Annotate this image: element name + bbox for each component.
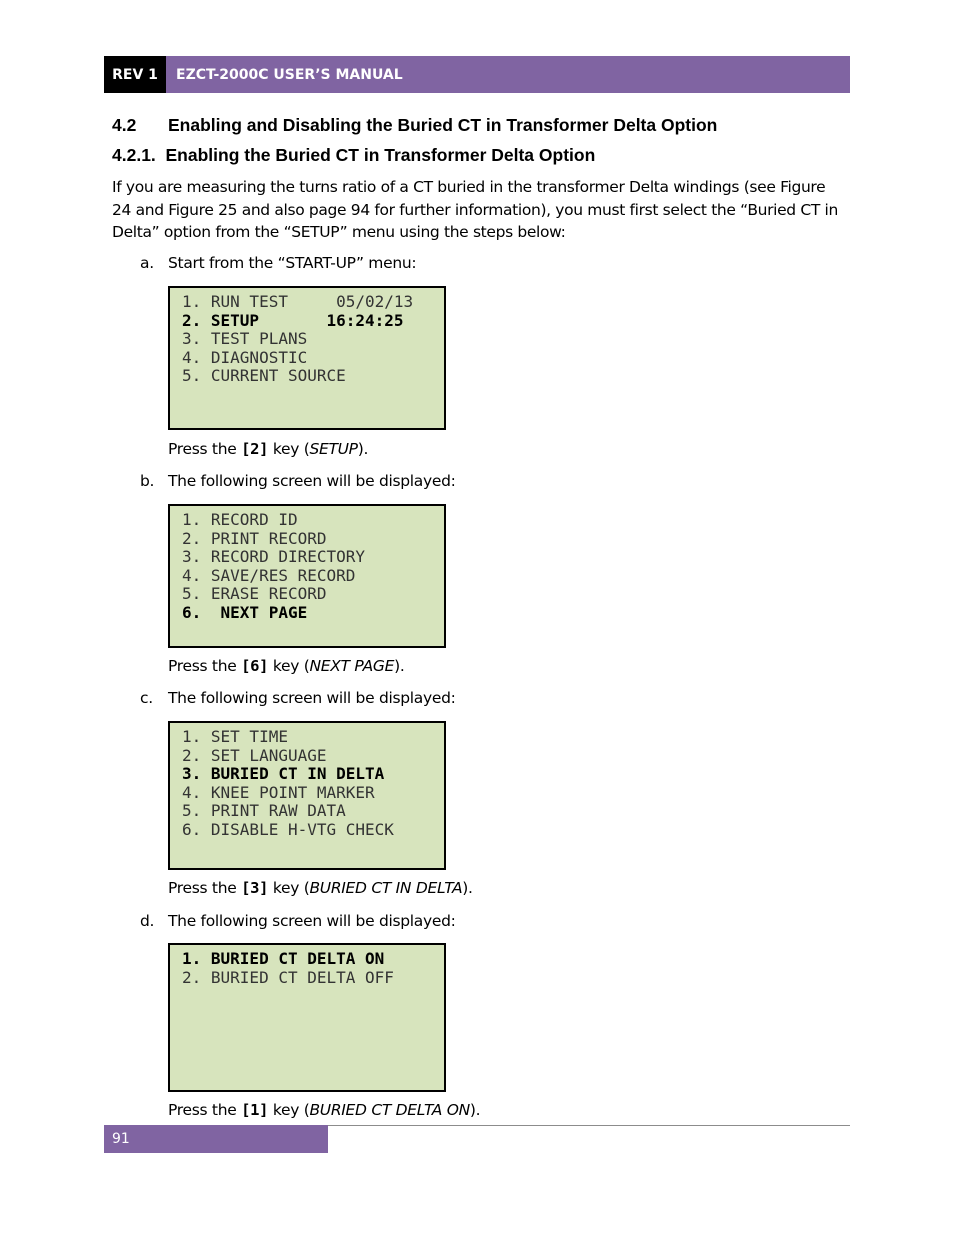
press-text: Press the <box>168 1101 242 1119</box>
press-text: Press the <box>168 657 242 675</box>
key-label: [1] <box>241 1101 269 1119</box>
lcd-line: 6. DISABLE H-VTG CHECK <box>182 819 394 839</box>
press-text: key ( <box>268 440 310 458</box>
press-text: Press the <box>168 879 242 897</box>
press-text: key ( <box>268 1101 310 1119</box>
section-heading <box>112 115 717 136</box>
lcd-line: 4. DIAGNOSTIC <box>182 347 308 367</box>
key-label: [3] <box>241 879 269 897</box>
lcd-line: 1. RUN TEST 05/02/13 <box>182 292 414 311</box>
lcd-line: 5. CURRENT SOURCE <box>182 366 346 386</box>
lcd-screen <box>168 721 446 870</box>
lcd-line: 1. SET TIME <box>182 727 288 746</box>
step-letter: b. <box>140 472 155 490</box>
press-instruction <box>168 657 405 675</box>
lcd-line: 2. SETUP 16:24:25 <box>182 310 404 330</box>
lcd-line: 2. SET LANGUAGE <box>182 745 327 765</box>
lcd-line: 4. SAVE/RES RECORD <box>182 565 356 585</box>
step-text: The following screen will be displayed: <box>168 472 456 490</box>
press-text: ). <box>469 1101 481 1119</box>
lcd-line: 1. BURIED CT DELTA ON <box>182 949 385 968</box>
section-number: 4.2 <box>112 115 137 135</box>
step-letter: c. <box>140 689 153 707</box>
lcd-line: 2. BURIED CT DELTA OFF <box>182 967 394 987</box>
function-name: NEXT PAGE <box>309 657 395 675</box>
step-text: Start from the “START-UP” menu: <box>168 254 417 272</box>
revision-label: REV 1 <box>104 56 166 93</box>
lcd-line: 3. BURIED CT IN DELTA <box>182 764 385 784</box>
lcd-line <box>182 1024 444 1043</box>
step-instruction <box>140 689 456 707</box>
lcd-screen <box>168 943 446 1092</box>
press-instruction <box>168 1101 480 1119</box>
press-text: ). <box>357 440 369 458</box>
key-label: [6] <box>241 657 269 675</box>
press-text: Press the <box>168 440 242 458</box>
lcd-line: 6. NEXT PAGE <box>182 602 308 622</box>
intro-paragraph: If you are measuring the turns ratio of a CT buried in the transformer Delta windings (see Figure 24 and Figure 25 and also page 94 for further information), you must first select the “Buried CT in Delta” option from the “SETUP” menu using the steps below: <box>112 178 838 241</box>
press-instruction <box>168 879 473 897</box>
function-name: BURIED CT DELTA ON <box>309 1101 470 1119</box>
lcd-line: 1. RECORD ID <box>182 510 298 529</box>
manual-title: EZCT-2000C USER’S MANUAL <box>166 56 850 93</box>
press-text: key ( <box>268 879 310 897</box>
step-letter: a. <box>140 254 154 272</box>
lcd-line: 5. ERASE RECORD <box>182 584 327 604</box>
step-text: The following screen will be displayed: <box>168 689 456 707</box>
lcd-line <box>182 1043 444 1062</box>
section-title: Enabling and Disabling the Buried CT in Transformer Delta Option <box>168 115 718 135</box>
lcd-screen <box>168 504 446 648</box>
footer-rule <box>328 1125 850 1126</box>
page-header <box>104 56 850 93</box>
function-name: SETUP <box>309 440 358 458</box>
page-number: 91 <box>104 1125 328 1153</box>
press-text: ). <box>394 657 405 675</box>
press-text: ). <box>462 879 473 897</box>
lcd-line: 3. RECORD DIRECTORY <box>182 547 366 567</box>
key-label: [2] <box>241 440 269 458</box>
lcd-line: 4. KNEE POINT MARKER <box>182 782 375 802</box>
step-instruction <box>140 472 456 490</box>
function-name: BURIED CT IN DELTA <box>309 879 463 897</box>
subsection-heading: 4.2.1. Enabling the Buried CT in Transformer Delta Option <box>112 145 596 165</box>
step-instruction <box>140 912 456 930</box>
step-text: The following screen will be displayed: <box>168 912 456 930</box>
lcd-line: 3. TEST PLANS <box>182 329 308 349</box>
lcd-line <box>182 987 444 1006</box>
step-letter: d. <box>140 912 155 930</box>
lcd-screen <box>168 286 446 430</box>
lcd-line <box>182 1006 444 1025</box>
lcd-line: 2. PRINT RECORD <box>182 528 327 548</box>
press-text: key ( <box>268 657 310 675</box>
press-instruction <box>168 440 368 458</box>
step-instruction <box>140 254 416 272</box>
lcd-line <box>182 386 444 405</box>
lcd-line: 5. PRINT RAW DATA <box>182 801 346 821</box>
